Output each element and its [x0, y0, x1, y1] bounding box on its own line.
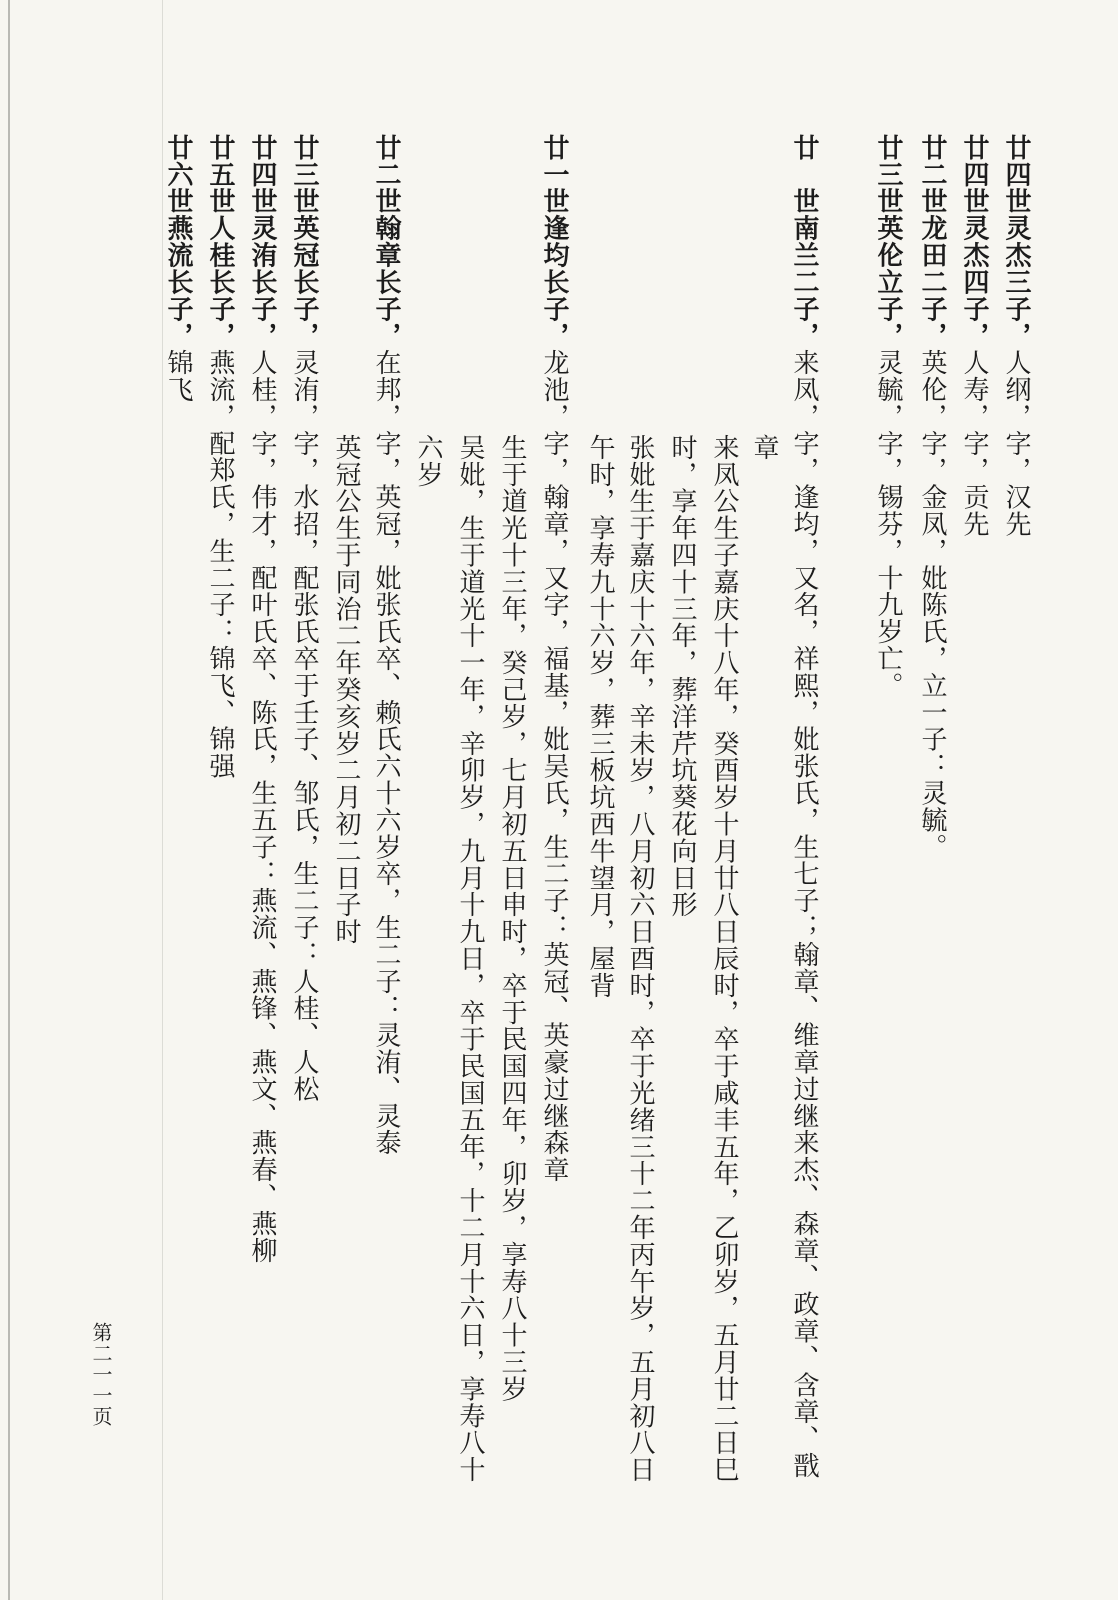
entry-text: 燕流，配郑氏，生二子：锦飞、锦强	[205, 349, 235, 780]
generation-label: 廿三世	[289, 134, 319, 215]
entry-column	[370, 0, 402, 1156]
entry-text: 龙池，字，翰章，又字，福基，妣吴氏，生二子：英冠、英豪过继森章	[539, 349, 569, 1184]
entry-column	[788, 0, 820, 1479]
entry-column	[916, 0, 948, 860]
continuation-column	[748, 0, 780, 461]
entry-text: 英冠公生于同治二年癸亥岁二月初二日子时	[331, 434, 361, 946]
continuation-column	[666, 0, 698, 918]
person-name: 燕流长子，	[163, 214, 193, 350]
person-name: 灵杰四子，	[959, 214, 989, 350]
generation-label: 廿四世	[1001, 134, 1031, 215]
entry-text: 来凤，字，逢均，又名，祥熙，妣张氏，生七子；翰章、维章过继来杰、森章、政章、含章、戬	[789, 349, 819, 1480]
entry-column	[204, 0, 236, 780]
entry-text: 张妣生于嘉庆十六年，辛未岁，八月初六日酉时，卒于光绪三十二年丙午岁，五月初八日	[625, 434, 655, 1484]
continuation-column	[496, 0, 528, 1402]
entry-text: 午时，享寿九十六岁，葬三板坑西牛望月，屋背	[585, 434, 615, 999]
person-name: 英冠长子，	[289, 214, 319, 350]
entry-column	[538, 0, 570, 1183]
continuation-column	[708, 0, 740, 1483]
continuation-column	[454, 0, 486, 1483]
generation-label: 廿六世	[163, 134, 193, 215]
entry-text: 灵毓，字，锡芬，十九岁亡。	[873, 349, 903, 699]
person-name: 逢均长子，	[539, 214, 569, 350]
entry-column	[288, 0, 320, 1102]
entry-text: 生于道光十三年，癸己岁，七月初五日申时，卒于民国四年，卯岁，享寿八十三岁	[497, 434, 527, 1403]
entry-column	[1000, 0, 1032, 538]
generation-label: 廿三世	[873, 134, 903, 215]
page-number: 第二一一页	[89, 1322, 113, 1427]
continuation-column	[412, 0, 444, 488]
entry-text: 章	[749, 434, 779, 461]
entry-text: 吴妣，生于道光十一年，辛卯岁，九月十九日，卒于民国五年，十二月十六日，享寿八十	[455, 434, 485, 1484]
entry-column	[958, 0, 990, 538]
entry-text: 在邦，字，英冠，妣张氏卒、赖氏六十六岁卒，生二子：灵洧、灵泰	[371, 349, 401, 1157]
entry-text: 人寿，字，贡先	[959, 349, 989, 538]
entry-text: 英伦，字，金凤，妣陈氏，立一子：灵毓。	[917, 349, 947, 861]
entry-text: 灵洧，字，水招，配张氏卒于壬子、邹氏，生二子：人桂、人松	[289, 349, 319, 1103]
generation-label: 廿二世	[371, 134, 401, 215]
generation-label: 廿 世	[789, 134, 819, 215]
person-name: 翰章长子，	[371, 214, 401, 350]
entry-text: 六岁	[413, 434, 443, 488]
entry-column	[872, 0, 904, 699]
entry-text: 来凤公生子嘉庆十八年，癸酉岁十月廿八日辰时，卒于咸丰五年，乙卯岁，五月廿二日巳	[709, 434, 739, 1484]
generation-label: 廿一世	[539, 134, 569, 215]
generation-label: 廿四世	[247, 134, 277, 215]
entry-column	[246, 0, 278, 1264]
person-name: 灵杰三子，	[1001, 214, 1031, 350]
continuation-column	[584, 0, 616, 999]
scan-edge-left	[8, 0, 10, 1600]
generation-label: 廿四世	[959, 134, 989, 215]
entry-text: 人桂，字，伟才，配叶氏卒、陈氏，生五子：燕流、燕锋、燕文、燕春、燕柳	[247, 349, 277, 1264]
generation-label: 廿二世	[917, 134, 947, 215]
continuation-column	[330, 0, 362, 945]
person-name: 人桂长子，	[205, 214, 235, 350]
person-name: 灵洧长子，	[247, 214, 277, 350]
entry-text: 时，享年四十三年，葬洋芹坑葵花向日形	[667, 434, 697, 919]
person-name: 英伦立子，	[873, 214, 903, 350]
generation-label: 廿五世	[205, 134, 235, 215]
entry-column	[162, 0, 194, 403]
entry-text: 锦飞	[163, 349, 193, 404]
continuation-column	[624, 0, 656, 1483]
person-name: 南兰二子，	[789, 214, 819, 350]
person-name: 龙田二子，	[917, 214, 947, 350]
entry-text: 人纲，字，汉先	[1001, 349, 1031, 538]
